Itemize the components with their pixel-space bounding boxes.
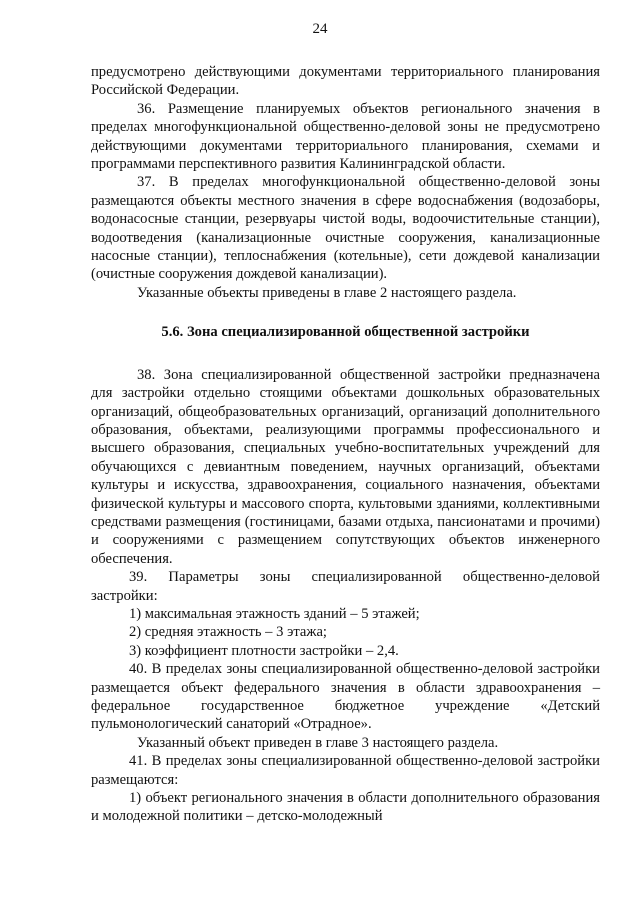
paragraph-40: 40. В пределах зоны специализированной общественно-деловой застройки размещается объект федерального значения в области здравоохранения – федеральное государственное бюджетное учреждение «Детский пульмонологический санаторий «Отрадное».	[91, 661, 600, 733]
paragraph-36: 36. Размещение планируемых объектов регионального значения в пределах многофункциональной общественно-деловой зоны не предусмотрено действующими документами территориального планирования, схемами и программами перспективного развития Калининградской области.	[91, 100, 600, 173]
paragraph-40-note: Указанный объект приведен в главе 3 настоящего раздела.	[137, 734, 499, 751]
paragraph-39-item-3: 3) коэффициент плотности застройки – 2,4.	[129, 642, 399, 659]
paragraph-38: 38. Зона специализированной общественной застройки предназначена для застройки отдельно стоящими объектами дошкольных образовательных организаций, общеобразовательных организаций, организаций дополнительного образования, объектами, реализующими программы профессионального и высшего образования, специальных учебно-воспитательных учреждений для обучающихся с девиантным поведением, научных организаций, объектами культуры и искусства, здравоохранения, социального назначения, объектами физической культуры и массового спорта, культовыми зданиями, коллективными средствами размещения (гостиницами, базами отдыха, пансионатами и прочими) и сооружениями с размещением сопутствующих объектов инженерного обеспечения.	[91, 366, 600, 567]
paragraph-41-item-1: 1) объект регионального значения в области дополнительного образования и молодежной политики – детско-молодежный	[91, 790, 600, 825]
paragraph-continuation: предусмотрено действующими документами территориального планирования Российской Федерации.	[91, 64, 600, 99]
paragraph-39-item-2: 2) средняя этажность – 3 этажа;	[129, 624, 327, 641]
paragraph-37: 37. В пределах многофункциональной общественно-деловой зоны размещаются объекты местного значения в сфере водоснабжения (водозаборы, водонасосные станции, резервуары чистой воды, водоочистительные станции), водоотведения (канализационные очистные сооружения, канализационные насосные станции), теплоснабжения (котельные), сети дождевой канализации (очистные сооружения дождевой канализации).	[91, 174, 600, 283]
page-number: 24	[312, 21, 328, 37]
paragraph-39: 39. Параметры зоны специализированной общественно-деловой застройки:	[91, 569, 600, 604]
section-heading-5-6: 5.6. Зона специализированной общественной застройки	[161, 324, 530, 341]
paragraph-37-note: Указанные объекты приведены в главе 2 настоящего раздела.	[137, 284, 517, 301]
paragraph-41: 41. В пределах зоны специализированной общественно-деловой застройки размещаются:	[91, 753, 600, 788]
paragraph-39-item-1: 1) максимальная этажность зданий – 5 этажей;	[129, 605, 420, 622]
document-body	[91, 63, 600, 826]
